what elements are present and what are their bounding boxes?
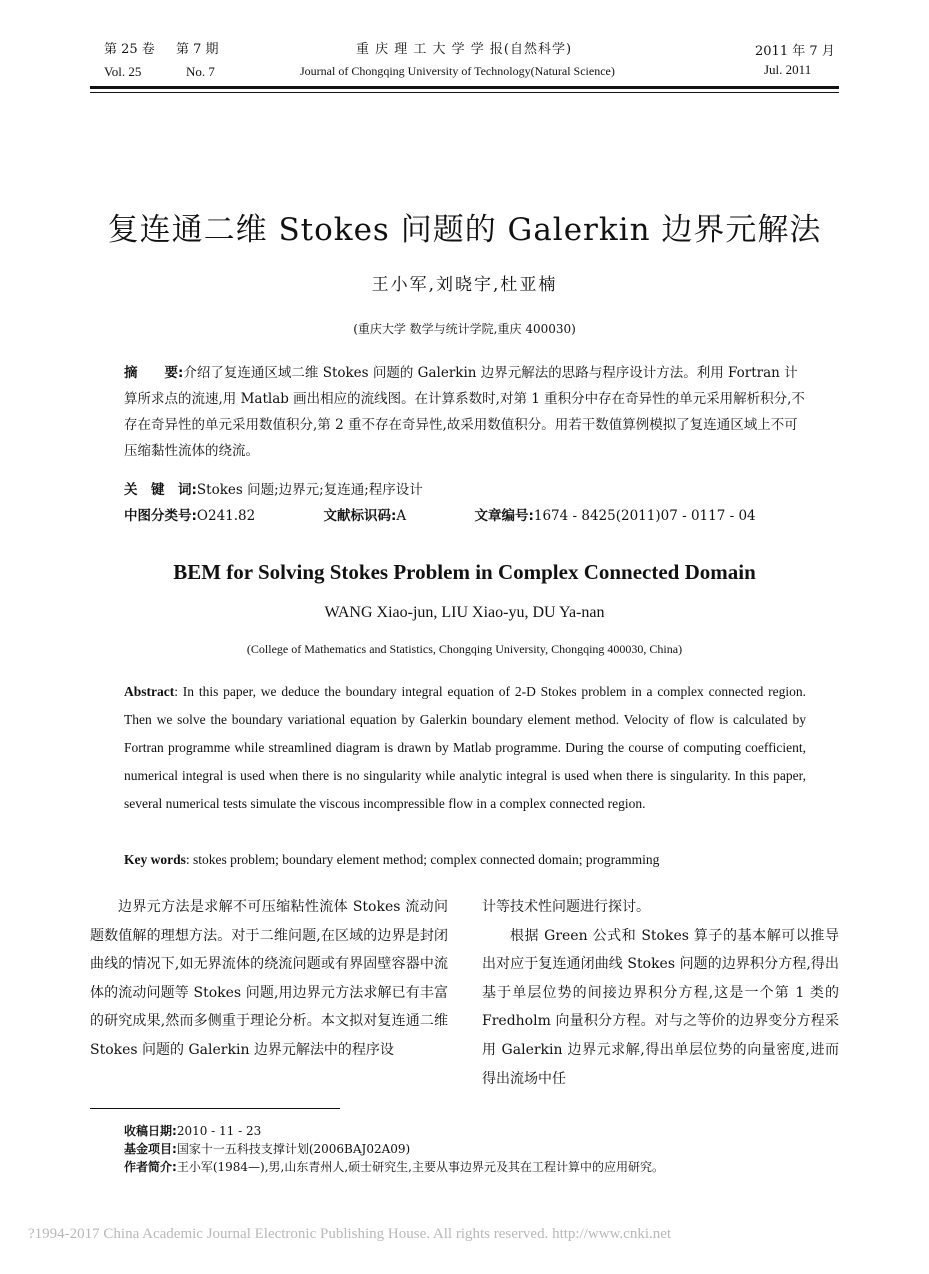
paper-title-cn: 复连通二维 Stokes 问题的 Galerkin 边界元解法 bbox=[107, 212, 822, 248]
footnote-fund bbox=[124, 1140, 410, 1159]
header-journal-en: Journal of Chongqing University of Technology(Natural Science) bbox=[300, 64, 615, 78]
footnote-fund-label: 基金项目: bbox=[124, 1142, 177, 1156]
clc-value: O241.82 bbox=[196, 508, 256, 524]
article-number-value: 1674 - 8425(2011)07 - 0117 - 04 bbox=[533, 508, 756, 524]
footnote-separator bbox=[90, 1108, 340, 1109]
footnote-received-label: 收稿日期: bbox=[124, 1124, 177, 1138]
affiliation-cn: (重庆大学 数学与统计学院,重庆 400030) bbox=[353, 322, 576, 336]
keywords-en-label: Key words bbox=[124, 852, 186, 867]
header-issue-cn: 第 7 期 bbox=[176, 42, 219, 57]
body-right-paragraph-2: 根据 Green 公式和 Stokes 算子的基本解可以推导出对应于复连通闭曲线 Stokes 问题的边界积分方程,得出基于单层位势的间接边界积分方程,这是一个第 1 类的 Fredholm 向量积分方程。对与之等价的边界变分方程采用 Galerkin 边界元求解,得出单层位势的向量密度,进而得出流场中任 bbox=[482, 927, 839, 1087]
header-journal-cn: 重 庆 理 工 大 学 学 报(自然科学) bbox=[356, 42, 573, 57]
classification-line bbox=[124, 503, 808, 529]
keywords-en-text: : stokes problem; boundary element method; complex connected domain; programming bbox=[185, 852, 660, 867]
keywords-cn-text: Stokes 问题;边界元;复连通;程序设计 bbox=[196, 482, 423, 498]
keywords-cn-label: 关 键 词: bbox=[124, 482, 197, 498]
header-issue-en: No. 7 bbox=[186, 64, 215, 79]
authors-cn: 王小军,刘晓宇,杜亚楠 bbox=[371, 275, 558, 295]
header-volume-en: Vol. 25 bbox=[104, 64, 142, 79]
keywords-en bbox=[124, 846, 806, 874]
article-number-label: 文章编号: bbox=[474, 508, 534, 524]
footnote-bio-label: 作者简介: bbox=[124, 1160, 177, 1174]
abstract-cn-label: 摘 要: bbox=[124, 365, 184, 381]
footnote-received bbox=[124, 1122, 261, 1141]
footnote-fund-value: 国家十一五科技支撑计划(2006BAJ02A09) bbox=[176, 1142, 411, 1156]
paper-title-en: BEM for Solving Stokes Problem in Complex Connected Domain bbox=[173, 560, 756, 584]
clc-label: 中图分类号: bbox=[124, 508, 197, 524]
abstract-en bbox=[124, 678, 806, 818]
header-date-cn: 2011 年 7 月 bbox=[755, 44, 835, 59]
footnote-bio-value: 王小军(1984—),男,山东青州人,硕士研究生,主要从事边界元及其在工程计算中的应用研究。 bbox=[176, 1160, 664, 1174]
abstract-cn-text: 介绍了复连通区域二维 Stokes 问题的 Galerkin 边界元解法的思路与程序设计方法。利用 Fortran 计算所求点的流速,用 Matlab 画出相应的流线图。在计算系数时,对第 1 重积分中存在奇异性的单元采用解析积分,不存在奇异性的单元采用数值积分,第 2 重不存在奇异性,故采用数值积分。用若干数值算例模拟了复连通区域上不可压缩黏性流体的绕流。 bbox=[124, 365, 805, 459]
abstract-cn bbox=[124, 360, 808, 464]
keywords-cn bbox=[124, 477, 808, 503]
header-volume-cn: 第 25 卷 bbox=[104, 42, 155, 57]
header-rule-thick bbox=[90, 86, 839, 89]
footnote-received-value: 2010 - 11 - 23 bbox=[176, 1124, 262, 1138]
footnote-author-bio bbox=[124, 1158, 664, 1177]
abstract-en-text: : In this paper, we deduce the boundary integral equation of 2-D Stokes problem in a complex connected region. Then we solve the boundary variational equation by Galerkin boundary element method. Velocity of flow is calculated by Fortran programme while streamlined diagram is drawn by Matlab programme. During the course of computing coefficient, numerical integral is used when there is no singularity while analytic integral is used when there is singularity. In this paper, several numerical tests simulate the viscous incompressible flow in a complex connected region. bbox=[124, 684, 806, 811]
affiliation-en: (College of Mathematics and Statistics, Chongqing University, Chongqing 400030, China) bbox=[246, 642, 683, 656]
abstract-en-label: Abstract bbox=[124, 684, 175, 699]
body-column-left: 边界元方法是求解不可压缩粘性流体 Stokes 流动问题数值解的理想方法。对于二维问题,在区域的边界是封闭曲线的情况下,如无界流体的绕流问题或有界固壁容器中流体的流动问题等 Stokes 问题,用边界元方法求解已有丰富的研究成果,然而多侧重于理论分析。本文拟对复连通二维 Stokes 问题的 Galerkin 边界元解法中的程序设 bbox=[90, 899, 448, 1058]
copyright-watermark: ?1994-2017 China Academic Journal Electronic Publishing House. All rights reserved. http://www.cnki.net bbox=[28, 1226, 672, 1242]
header-rule-thin bbox=[90, 92, 839, 93]
body-column-right bbox=[482, 893, 839, 1093]
header-date-en: Jul. 2011 bbox=[764, 62, 812, 77]
authors-en: WANG Xiao-jun, LIU Xiao-yu, DU Ya-nan bbox=[324, 604, 605, 621]
body-right-paragraph-1: 计等技术性问题进行探讨。 bbox=[482, 899, 650, 915]
doc-code-value: A bbox=[396, 508, 407, 524]
doc-code-label: 文献标识码: bbox=[323, 508, 397, 524]
